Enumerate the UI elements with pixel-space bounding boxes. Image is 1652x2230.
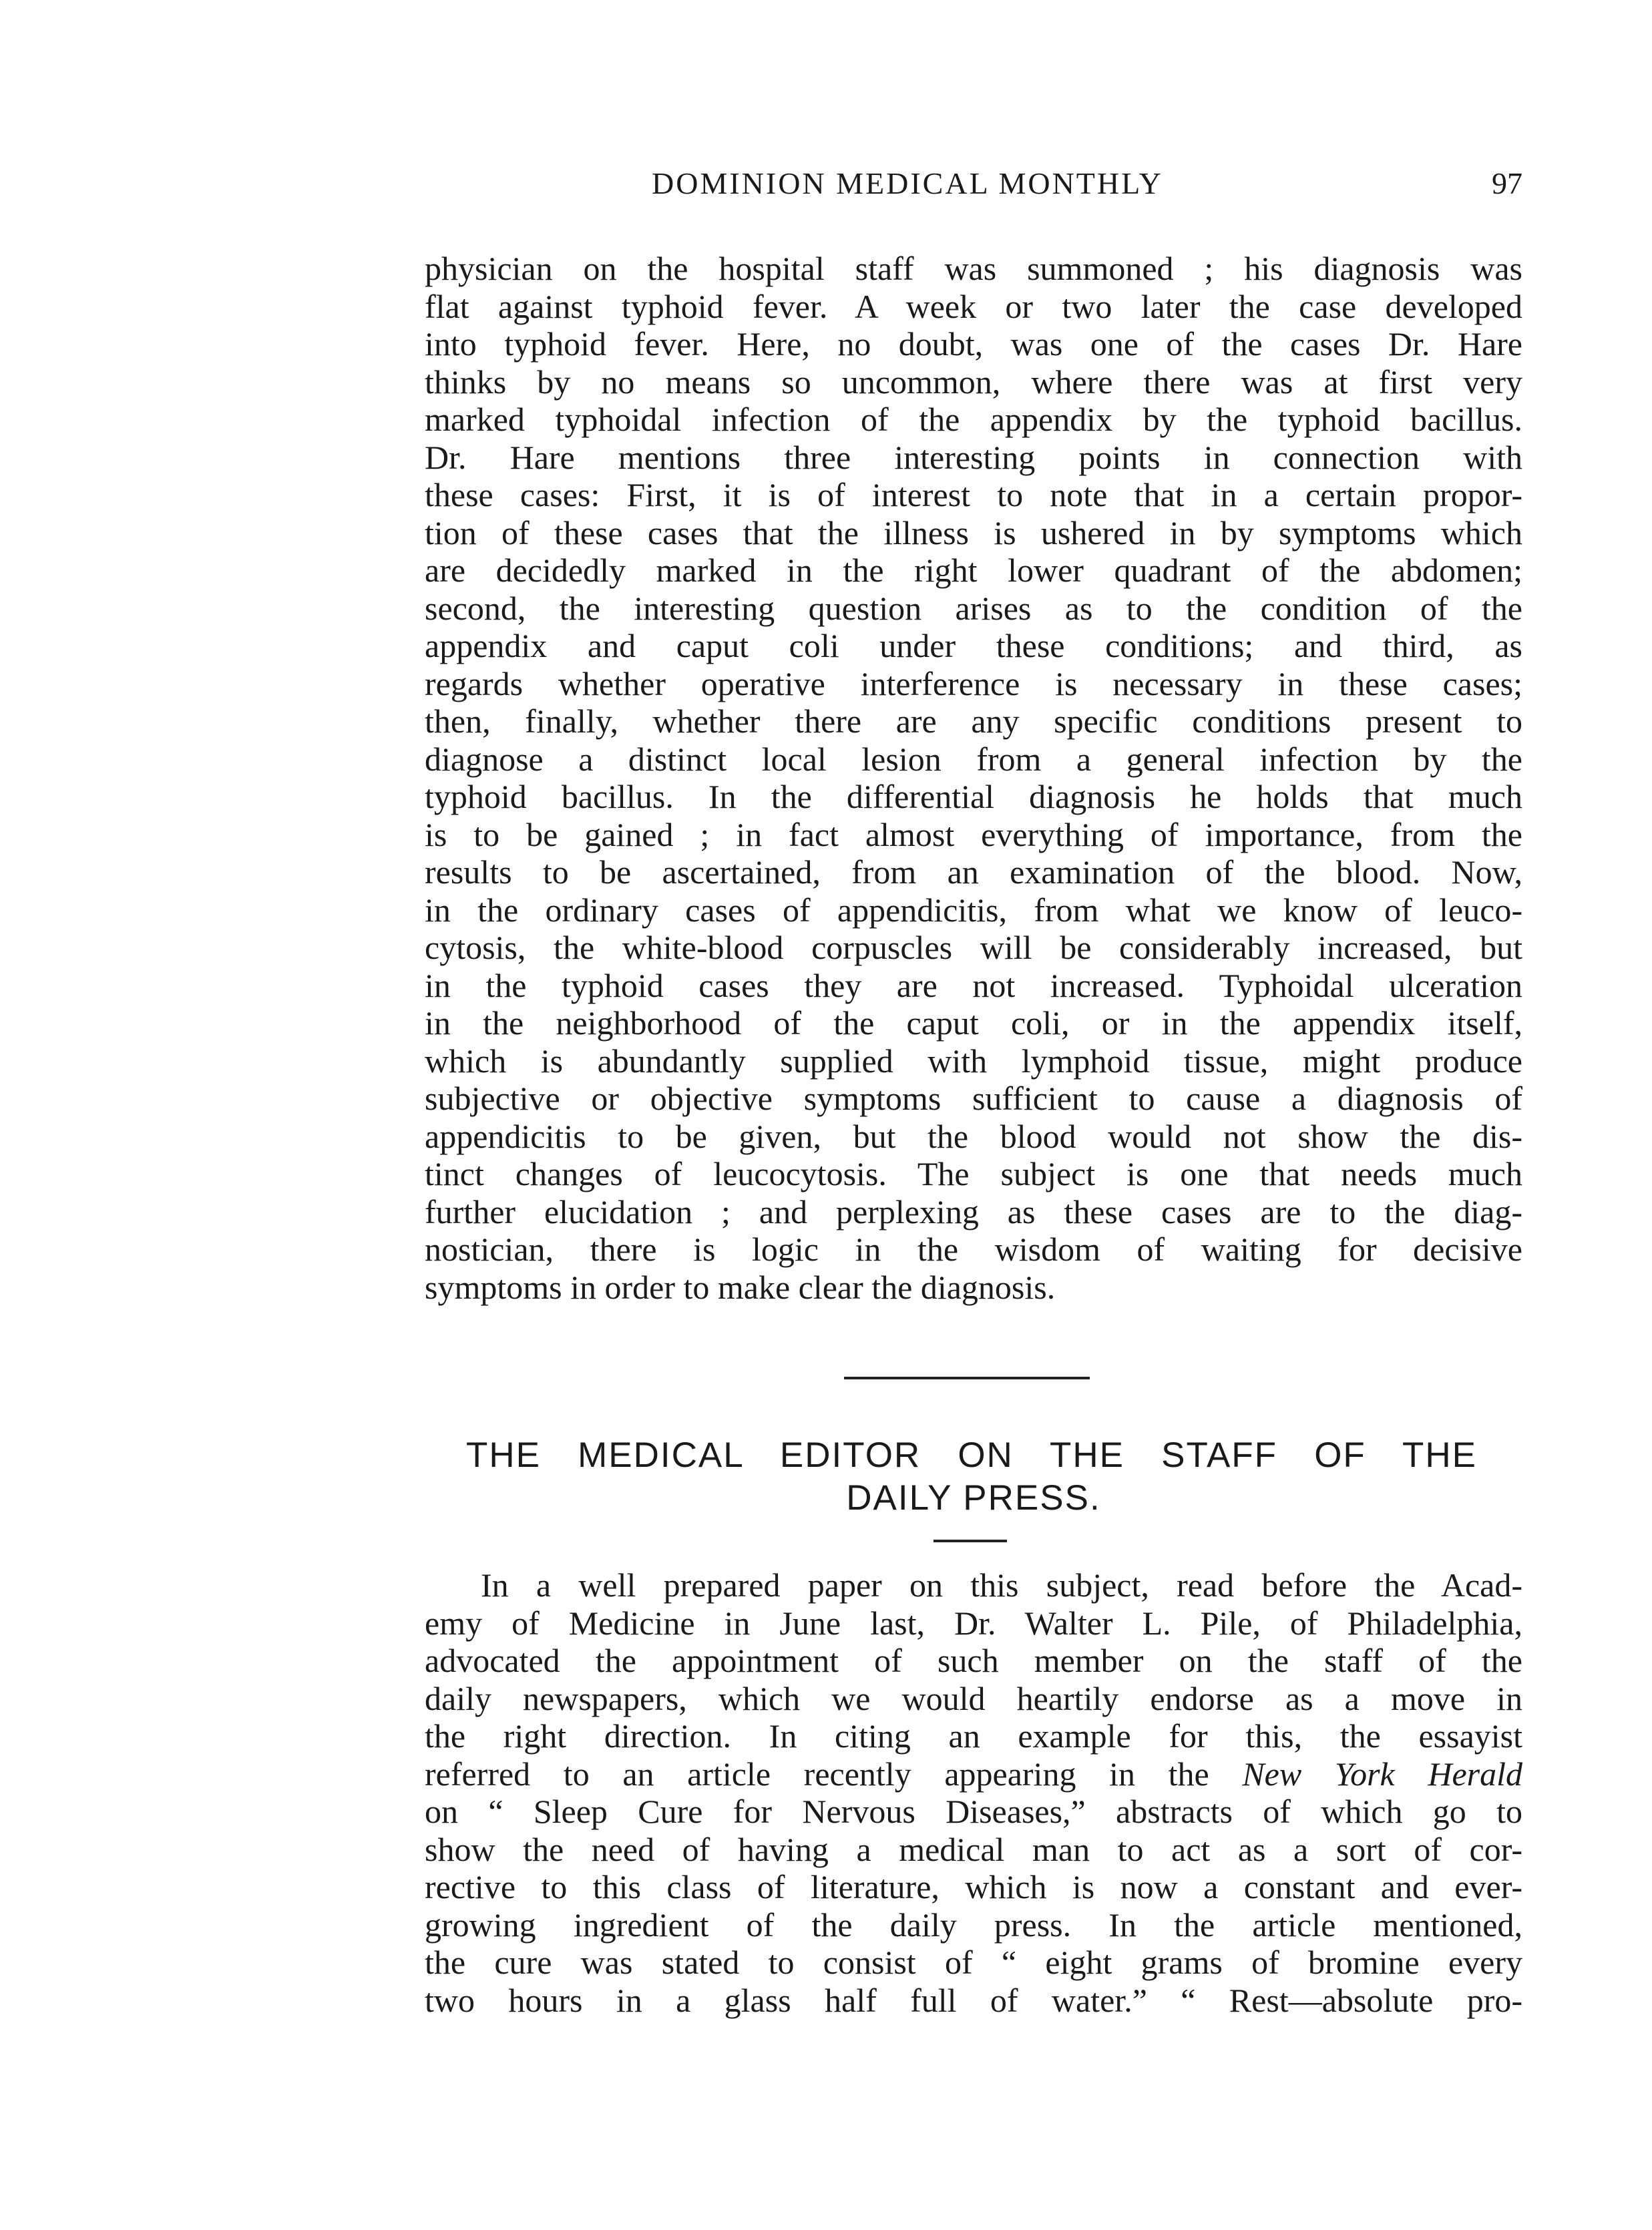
text-line: then, finally, whether there are any specific conditions present to <box>425 702 1522 740</box>
text-line: further elucidation ; and perplexing as these cases are to the diag- <box>425 1192 1522 1231</box>
text-line: is to be gained ; in fact almost everything of importance, from the <box>425 815 1522 853</box>
text-line: subjective or objective symptoms sufficient to cause a diagnosis of <box>425 1080 1522 1117</box>
text-line: into typhoid fever. Here, no doubt, was one of the cases Dr. Hare <box>425 325 1522 363</box>
text-line: tion of these cases that the illness is ushered in by symptoms which <box>425 513 1522 551</box>
text-line: tinct changes of leucocytosis. The subject is one that needs much <box>425 1155 1522 1192</box>
article-heading-line-2: DAILY PRESS. <box>846 1478 1101 1518</box>
text-line: marked typhoidal infection of the appendix by the typhoid bacillus. <box>425 401 1522 438</box>
text-line: in the neighborhood of the caput coli, or in the appendix itself, <box>425 1004 1522 1042</box>
heading-underline <box>934 1540 1007 1542</box>
text-line: are decidedly marked in the right lower quadrant of the abdomen; <box>425 551 1522 589</box>
text-line: In a well prepared paper on this subject, read before the Acad- <box>481 1566 1522 1604</box>
text-line: two hours in a glass half full of water.” “ Rest—absolute pro- <box>425 1981 1522 2019</box>
text-line: appendix and caput coli under these conditions; and third, as <box>425 627 1522 664</box>
text-line: in the typhoid cases they are not increased. Typhoidal ulceration <box>425 966 1522 1004</box>
page-number: 97 <box>1492 166 1522 200</box>
text-line: growing ingredient of the daily press. In the article mentioned, <box>425 1906 1522 1944</box>
text-line: second, the interesting question arises as to the condition of the <box>425 589 1522 627</box>
article-body <box>425 1566 1522 2019</box>
continued-article-text <box>425 250 1522 1306</box>
text-line: these cases: First, it is of interest to note that in a certain propor- <box>425 476 1522 513</box>
text-fragment: referred to an article recently appearing in the <box>425 1755 1209 1793</box>
newspaper-title: New York Herald <box>1242 1755 1522 1793</box>
text-line: results to be ascertained, from an examination of the blood. Now, <box>425 853 1522 891</box>
text-line: nostician, there is logic in the wisdom of waiting for decisive <box>425 1231 1522 1268</box>
text-line: the right direction. In citing an example for this, the essayist <box>425 1717 1522 1755</box>
text-line: regards whether operative interference is necessary in these cases; <box>425 664 1522 702</box>
journal-title: DOMINION MEDICAL MONTHLY <box>652 166 1163 200</box>
text-line: advocated the appointment of such member on the staff of the <box>425 1642 1522 1679</box>
text-line: cytosis, the white-blood corpuscles will be considerably increased, but <box>425 929 1522 966</box>
text-line: emy of Medicine in June last, Dr. Walter L. Pile, of Philadelphia, <box>425 1604 1522 1642</box>
text-line: typhoid bacillus. In the differential diagnosis he holds that much <box>425 778 1522 815</box>
text-line: the cure was stated to consist of “ eight grams of bromine every <box>425 1944 1522 1981</box>
text-line-with-title <box>425 1755 1522 1793</box>
text-line: show the need of having a medical man to act as a sort of cor- <box>425 1830 1522 1868</box>
running-header <box>425 166 1522 212</box>
text-line: thinks by no means so uncommon, where there was at first very <box>425 363 1522 401</box>
text-line: physician on the hospital staff was summoned ; his diagnosis was <box>425 250 1522 287</box>
text-line: daily newspapers, which we would heartily endorse as a move in <box>425 1679 1522 1717</box>
text-line: Dr. Hare mentions three interesting points in connection with <box>425 438 1522 476</box>
text-line: which is abundantly supplied with lymphoid tissue, might produce <box>425 1042 1522 1080</box>
article-heading-line-1: THE MEDICAL EDITOR ON THE STAFF OF THE <box>466 1435 1477 1475</box>
section-divider <box>844 1377 1090 1379</box>
text-line: flat against typhoid fever. A week or two later the case developed <box>425 287 1522 325</box>
text-line: diagnose a distinct local lesion from a general infection by the <box>425 740 1522 778</box>
text-line: appendicitis to be given, but the blood would not show the dis- <box>425 1117 1522 1155</box>
text-line: symptoms in order to make clear the diagnosis. <box>425 1268 1056 1306</box>
text-line: on “ Sleep Cure for Nervous Diseases,” abstracts of which go to <box>425 1793 1522 1830</box>
text-line: in the ordinary cases of appendicitis, from what we know of leuco- <box>425 891 1522 929</box>
text-line: rective to this class of literature, which is now a constant and ever- <box>425 1868 1522 1906</box>
article-heading <box>425 1434 1522 1520</box>
